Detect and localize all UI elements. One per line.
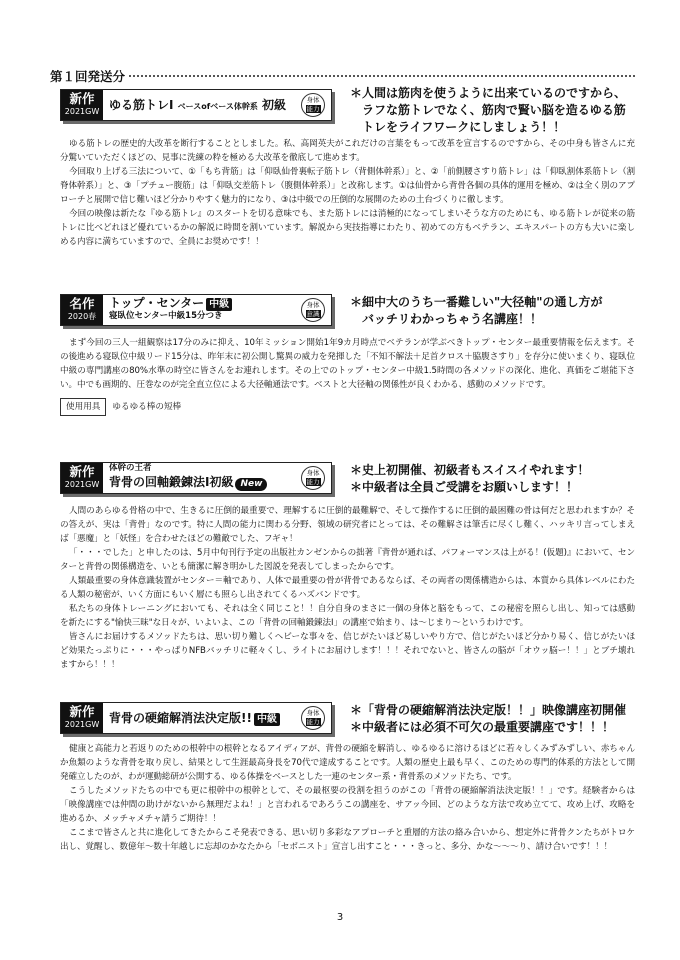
course-title — [109, 90, 299, 120]
equipment-label: 使用用具 — [60, 398, 106, 416]
paragraph: 「・・・でした」と申したのは、5月中旬刊行予定の出版社カンゼンからの拙著『背骨が通れば、パフォーマンスは上がる！(仮題)』において、センターと背骨の関係構造を、いとも簡潔に解き明かした図説を発表してしまったからです。 — [60, 548, 635, 572]
callout-line: ＊中級者は全員ご受講をお願いします！！ — [350, 480, 579, 494]
ability-icon — [301, 298, 325, 322]
course-section-1 — [60, 85, 635, 249]
ability-type: 意識 — [306, 310, 320, 318]
course-title — [109, 295, 299, 325]
paragraph: まず今回の三人一組観察は17分のみに抑え、10年ミッション開始1年9カ月時点でベテランが学ぶべきトップ・センター最重要情報を伝えます。その後進める寝臥位中級リード15分は、昨年末に初公開し驚異の威力を発揮した「不知不解法＋足首クロス＋脇腹さすり」を存分に使いまくり、寝臥位中級の専門講座の80%水準の時空に皆さんをお連れします。その上でのトップ・センター中級1.5時間の各メソッドの深化、進化、真価をご堪能下さい。中でも画期的、圧巻なのが完全直立位による大径軸通法です。ベストと大径軸の関係性が良くわかる、感動のメソッドです。 — [60, 338, 635, 390]
badge-label: 名作 — [69, 296, 95, 311]
callout-line: ＊史上初開催、初級者もスイスイやれます！ — [350, 463, 590, 477]
ability-type: 能力 — [306, 105, 320, 113]
callout-line: トレをライフワークにしましょう！！ — [362, 120, 566, 134]
paragraph: 皆さんにお届けするメソッドたちは、思い切り難しくヘビーな事々を、信じがたいほど易しいやり方で、信じがたいほど分かり易く、信じがたいほど効果たっぷりに・・・やっぱりNFBバッチリに軽々くし、ライトにお届けします！！！それでないと、皆さんの脳が「オウッ脳ー！！」とブチ壊れますから！！！ — [60, 632, 635, 670]
callout-line: ＊細中大のうち一番難しい"大径軸"の通し方が — [350, 295, 603, 309]
badge-label: 新作 — [69, 91, 95, 106]
course-section-4 — [60, 698, 635, 854]
course-title-box — [60, 294, 332, 326]
page-header — [50, 66, 635, 82]
paragraph: ここまで皆さんと共に進化してきたからこそ発表できる、思い切り多彩なアプローチと重層的方法の絡み合いから、想定外に背骨クンたちがトロケ出し、覚醒し、数億年～数十年越しに忘却のかなたから「セボニスト」宣言し出すこと・・・きっと、多分、かな～～～り、請け合いです！！！ — [60, 828, 635, 852]
course-callout — [350, 294, 640, 328]
course-level: 中級 — [206, 298, 232, 311]
ability-icon — [301, 93, 325, 117]
course-title-main: トップ・センター — [109, 296, 205, 310]
paragraph: 今回の映像は新たな『ゆる筋トレ』のスタートを切る意味でも、また筋トレには消極的になってしまいそうな方のためにも、ゆる筋トレが従来の筋トレに比べどれほど優れているかの解説に時間を割いています。解説から実技指導にわたり、初めての方もベテラン、エキスパートの方も大いに楽しめる内容に満ちていますので、全員にお奨めです！！ — [60, 209, 635, 247]
page-title: 第１回発送分 — [50, 69, 129, 84]
course-description — [60, 137, 635, 249]
course-badge — [61, 463, 103, 493]
paragraph: 人類最重要の身体意識装置がセンター＝軸であり、人体で最重要の骨が背骨であるならば、その両者の関係構造からは、本質から具体レベルにわたる人類の秘密が、いく方面にもいく層にも照らし出されてくるハズバンドです。 — [60, 576, 635, 600]
badge-date: 2020春 — [67, 312, 97, 321]
paragraph: 今回取り上げる三法について、①「もち背筋」は「仰臥仙骨裏転子筋トレ（背側体幹系）」と、②「前側腰さすり筋トレ」は「仰臥割体系筋トレ（割脊体幹系）」と、③「プチュー腹筋」は「仰臥交差筋トレ（腹側体幹系）」と改称します。①は仙骨から背骨各個の具体的運用を極め、②は全く別のアプローチと展開で信じ難いほど分かりやすく魅力的になり、③は中級での圧倒的な展開のための土台づくりに徹します。 — [60, 167, 635, 205]
callout-line: バッチリわかっちゃう名講座！！ — [362, 312, 543, 326]
course-callout — [350, 702, 640, 736]
course-section-3 — [60, 458, 635, 672]
callout-line: ＊人間は筋肉を使うように出来ているのですから、 — [350, 86, 627, 100]
ability-category: 身体 — [306, 96, 320, 104]
course-title-small: ベースofベース体幹系 — [177, 102, 258, 111]
ability-category: 身体 — [306, 709, 320, 717]
paragraph: 私たちの身体トレーニングにおいても、それは全く同じこと！！自分自身のまさに一個の身体と脳をもって、この秘密を照らし出し、知っては感動を新たにする"愉快三昧"な日々が、いよいよ、この「背骨の回軸鍛錬法Ⅰ」の講座で始まり、は～じまり～というわけです。 — [60, 604, 635, 628]
badge-date: 2021GW — [64, 720, 100, 729]
course-section-2 — [60, 290, 635, 416]
ability-icon — [301, 466, 325, 490]
course-description — [60, 504, 635, 672]
paragraph: ゆる筋トレの歴史的大改革を断行することとしました。私、高岡英夫がこれだけの言葉をもって改革を宣言するのですから、その中身も皆さんに充分驚いていただくほどの、見事に洗練の粋を極める大改革を徹底して進めます。 — [60, 139, 635, 163]
paragraph: 人間のあらゆる骨格の中で、生きるに圧倒的最重要で、理解するに圧倒的最難解で、そして操作するに圧倒的最困難の骨は何だと思われますか？その答えが、実は「背骨」なのです。特に人間の能力に関わる分野、領域の研究者にとっては、その難解さは筆舌に尽くし難く、ハッキリ言ってしまえば「悪魔」と「妖怪」を合わせたほどの難敵でした、フギャ！ — [60, 506, 635, 544]
ability-type: 能力 — [306, 478, 320, 486]
course-callout — [350, 85, 640, 136]
course-badge — [61, 295, 103, 325]
course-badge — [61, 90, 103, 120]
paragraph: 健康と高能力と若返りのための根幹中の根幹となるアイディアが、背骨の硬縮を解消し、ゆるゆるに溶けるほどに若々しくみずみずしい、赤ちゃんか魚類のような背骨を取り戻し、結果として生涯最高身長を70代で達成することです。人類の歴史上最も早く、このための専門的体系的方法として開発確立したのが、わが運動総研が公開する、ゆる体操をベースとした一連のセンター系・背骨系のメソッドたち、です。 — [60, 744, 635, 782]
course-description — [60, 742, 635, 854]
course-title-main: 背骨の硬縮解消法決定版!! — [109, 711, 252, 725]
course-level: 初級 — [262, 98, 287, 112]
course-level: 中級 — [254, 713, 280, 726]
paragraph: こうしたメソッドたちの中でも更に根幹中の根幹として、その最枢要の役割を担うのがこの「背骨の硬縮解消法決定版！！」です。経験者からは「映像講座では仲間の助けがないから無理だよね！」と言われるであろうこの講座を、サアッ今回、どのような方法で攻め立てて、攻め上げ、攻略を進めるか、メッチャメチャ請うご期待！！ — [60, 786, 635, 824]
equipment-value: ゆるゆる棒の短棒 — [112, 402, 182, 412]
ability-type: 能力 — [306, 718, 320, 726]
page-number: 3 — [336, 912, 344, 923]
callout-line: ラフな筋トレでなく、筋肉で賢い脳を造るゆる筋 — [362, 103, 626, 117]
new-badge: New — [235, 478, 267, 491]
course-subtitle: 体幹の王者 — [109, 463, 152, 473]
badge-date: 2021GW — [64, 107, 100, 116]
course-callout — [350, 462, 640, 496]
course-description — [60, 336, 635, 392]
ability-category: 身体 — [306, 469, 320, 477]
ability-icon — [301, 706, 325, 730]
badge-label: 新作 — [69, 704, 95, 719]
course-title-box — [60, 702, 332, 734]
course-title — [109, 463, 299, 493]
equipment-row — [60, 398, 635, 416]
course-title-box — [60, 89, 332, 121]
course-subtitle: 寝臥位センター中級15分つき — [109, 311, 223, 321]
ability-category: 身体 — [306, 301, 320, 309]
course-badge — [61, 703, 103, 733]
course-title-main: ゆる筋トレⅠ — [109, 98, 174, 112]
callout-line: ＊中級者には必須不可欠の最重要講座です！！！ — [350, 720, 615, 734]
badge-label: 新作 — [69, 464, 95, 479]
dotted-rule — [50, 75, 635, 77]
callout-line: ＊「背骨の硬縮解消法決定版！！」映像講座初開催 — [350, 703, 627, 717]
course-title-box — [60, 462, 332, 494]
course-title-main: 背骨の回軸鍛錬法Ⅰ初級 — [109, 475, 234, 489]
course-title — [109, 703, 299, 733]
badge-date: 2021GW — [64, 480, 100, 489]
